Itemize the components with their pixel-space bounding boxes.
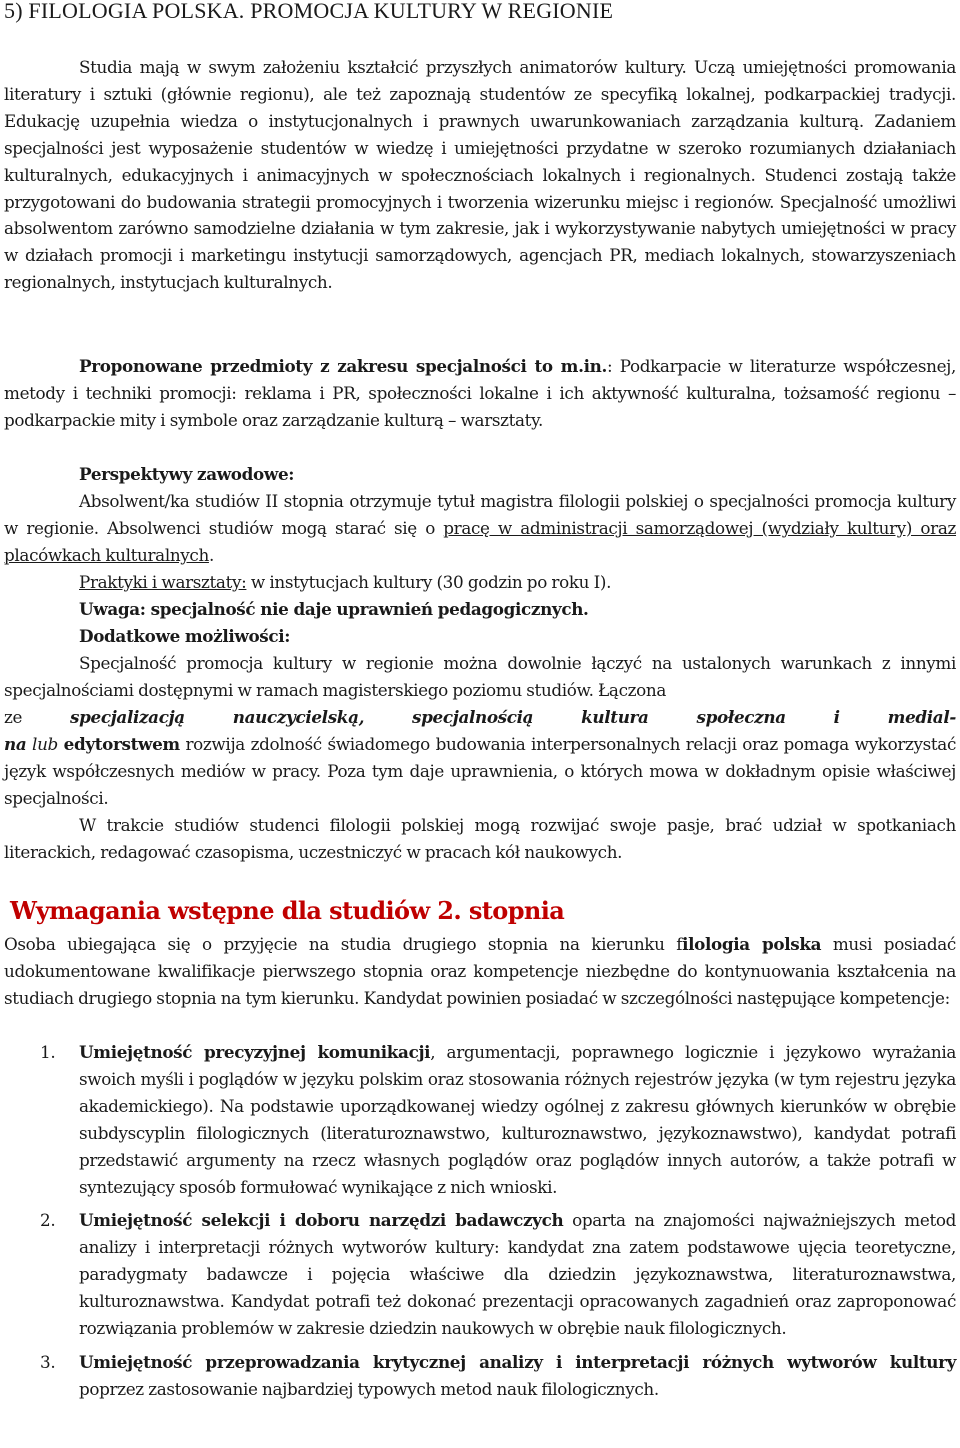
requirements-intro: [4, 931, 956, 1012]
spec-word: kultura: [581, 707, 649, 727]
competence-text: , argumentacji, poprawnego logicznie i językowo wyrażania swoich myśli i poglądów w języku polskim oraz stosowania różnych rejestrów języka (w tym rejestru języka akademickiego). Na podstawie uporządkowanej wiedzy ogólnej z zakresu głównych kierunków w obrębie subdyscyplin filologicznych (literaturoznawstwo, kulturoznawstwo, językoznawstwo), kandydat potrafi przedstawić argumenty na rzecz własnych poglądów oraz poglądów innych autorów, a także potrafi w syntezujący sposób formułować wynikające z nich wnioski.: [79, 1042, 956, 1197]
competences-list: [4, 1039, 956, 1403]
competence-text: oparta na znajomości najważniejszych metod analizy i interpretacji różnych wytworów kultury: kandydat zna zatem podstawowe ujęcia teoretyczne, paradygmaty badawcze i pojęcia właściwe dla dziedzin językoznawstwa, literaturoznawstwa, kulturoznawstwa. Kandydat potrafi też dokonać prezentacji opracowanych zagadnień oraz zaproponować rozwiązania problemów w zakresie dziedzin naukowych w obrębie nauk filologicznych.: [79, 1210, 956, 1339]
extra-paragraph-3: W trakcie studiów studenci filologii polskiej mogą rozwijać swoje pasje, brać udział w spotkaniach literackich, redagować czasopisma, uczestniczyć w pracach kół naukowych.: [4, 815, 956, 862]
career-text: Absolwent/ka studiów II stopnia otrzymuje tytuł magistra filologii polskiej o specjalności promocja kultury w regionie. Absolwenci studiów mogą starać się o: [4, 491, 956, 538]
extra-text-2: rozwija zdolność świadomego budowania interpersonalnych relacji oraz pomaga wykorzystać język współczesnych mediów w pracy. Poza tym daje uprawnienia, o których mowa w dokładnym opisie właściwej specjalności.: [4, 734, 956, 808]
spec-word: nauczycielską,: [232, 707, 365, 727]
subjects-label: Proponowane przedmioty z zakresu specjalności to m.in.: [79, 356, 607, 376]
list-number: 2.: [40, 1210, 56, 1231]
spec-word: specjalnością: [412, 707, 534, 727]
subjects-text: : Podkarpacie w literaturze współczesnej, metody i techniki promocji: reklama i PR, społeczności lokalne i ich aktywność kulturalna, tożsamość regionu – podkarpackie mity i symbole oraz zarządzanie kulturą – warsztaty.: [4, 356, 956, 430]
spec-word: specjalizacją: [70, 707, 185, 727]
career-paragraph: [4, 488, 956, 569]
requirements-title: Wymagania wstępne dla studiów 2. stopnia: [10, 896, 565, 925]
list-number: 3.: [40, 1351, 56, 1372]
extra-paragraph-1: Specjalność promocja kultury w regionie można dowolnie łączyć na ustalonych warunkach z innymi specjalnościami dostępnymi w ramach magisterskiego poziomu studiów. Łączona: [4, 653, 956, 700]
competence-title: Umiejętność precyzyjnej komunikacji: [79, 1042, 431, 1062]
career-text-end: .: [208, 544, 214, 565]
extra-lub: lub: [26, 734, 64, 754]
practice-text: w instytucjach kultury (30 godzin po roku I).: [246, 572, 612, 592]
req-intro-text: Osoba ubiegająca się o przyjęcie na studia drugiego stopnia na kierunku f: [4, 934, 683, 954]
list-number: 1.: [40, 1042, 56, 1062]
practice-label: Praktyki i warsztaty:: [79, 572, 247, 592]
extra-heading: Dodatkowe możliwości:: [79, 626, 291, 646]
specialization-line: [4, 704, 956, 731]
section-title: 5) FILOLOGIA POLSKA. PROMOCJA KULTURY W REGIONIE: [4, 0, 614, 23]
spec-word: medial-: [887, 707, 956, 727]
list-item: [4, 1207, 956, 1342]
career-underlined-text: pracę w administracji samorządowej (wydziały kultury) oraz placówkach kulturalnych: [4, 517, 957, 565]
intro-paragraph: Studia mają w swym założeniu kształcić przyszłych animatorów kultury. Uczą umiejętności promowania literatury i sztuki (głównie regionu), ale też zapoznają studentów ze specyfiką lokalnej, podkarpackiej tradycji. Edukację uzupełnia wiedza o instytucjonalnych i prawnych uwarunkowaniach zarządzania kulturą. Zadaniem specjalności jest wyposażenie studentów w wiedzę i umiejętności przydatne w szeroko rozumianych działaniach kulturalnych, edukacyjnych i animacyjnych w społecznościach lokalnych i regionalnych. Studenci zostają także przygotowani do budowania strategii promocyjnych i tworzenia wizerunku miejsc i regionów. Specjalność umożliwi absolwentom zarówno samodzielne działania w tym zakresie, jak i wykorzystywanie nabytych umiejętności w pracy w działach promocji i marketingu instytucji samorządowych, agencjach PR, mediach lokalnych, stowarzyszeniach regionalnych, instytucjach kulturalnych.: [4, 57, 956, 293]
extra-paragraph-2: [4, 731, 956, 812]
practice-paragraph: [4, 569, 956, 596]
career-heading: [4, 461, 956, 488]
req-intro-text-2: musi posiadać udokumentowane kwalifikacje pierwszego stopnia oraz kompetencje niezbędne do kontynuowania kształcenia na studiach drugiego stopnia na tym kierunku. Kandydat powinien posiadać w szczególności następujące kompetencje:: [4, 934, 956, 1008]
extra-na: na: [4, 734, 27, 754]
competence-text: poprzez zastosowanie najbardziej typowych metod nauk filologicznych.: [79, 1378, 659, 1399]
warning-line: Uwaga: specjalność nie daje uprawnień pedagogicznych.: [79, 599, 589, 619]
spec-word: i: [833, 707, 840, 727]
req-intro-bold: ilologia polska: [682, 934, 822, 954]
extra-edytorstwem: edytorstwem: [63, 734, 180, 754]
list-item: [4, 1039, 956, 1200]
spec-word: społeczna: [696, 707, 786, 727]
competence-title: Umiejętność przeprowadzania krytycznej analizy i interpretacji różnych wytworów kultury: [79, 1351, 956, 1372]
career-label: Perspektywy zawodowe:: [79, 464, 295, 484]
list-item: [4, 1349, 956, 1403]
subjects-paragraph: [4, 353, 956, 434]
competence-title: Umiejętność selekcji i doboru narzędzi badawczych: [79, 1210, 564, 1231]
spec-word: ze: [4, 707, 23, 727]
